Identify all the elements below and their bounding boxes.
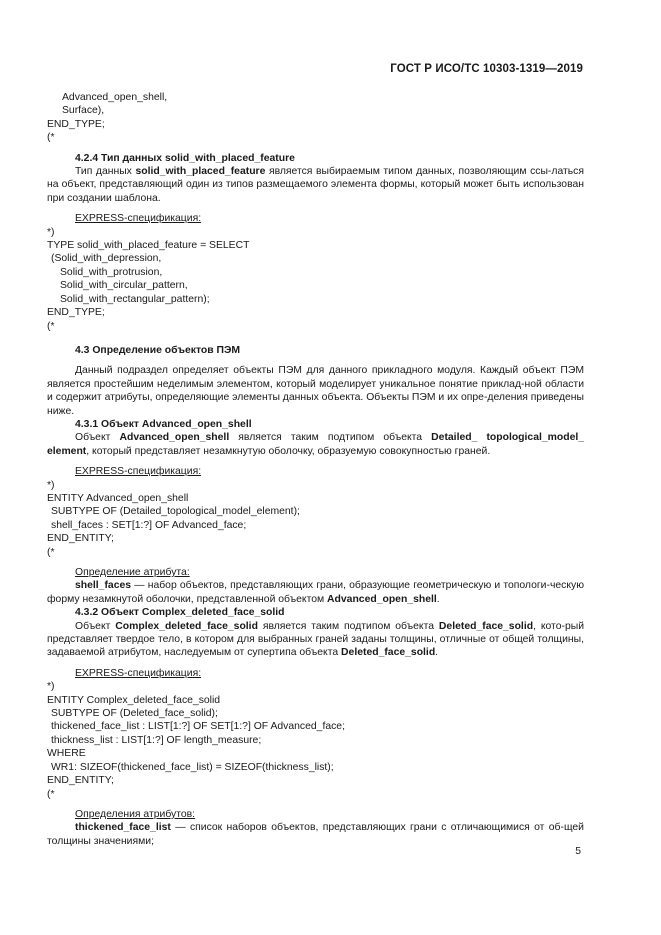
paragraph: Тип данных solid_with_placed_feature является выбираемым типом данных, позволяющим ссы-латься на объект, представляющий один из типов размещаемого элемента формы, который может быть использован при создании шаблона. xyxy=(47,166,584,204)
paragraph: Объект Complex_deleted_face_solid является таким подтипом объекта Deleted_face_solid, кото-рый представляет твердое тело, в котором для выбранных граней заданы толщины, отличные от общей толщины, задаваемой атрибутом, наследуемым от супертипа объекта Deleted_face_solid. xyxy=(47,620,584,659)
code-line: *) xyxy=(47,479,55,491)
code-line: ENTITY Advanced_open_shell xyxy=(47,492,189,504)
code-line: (* xyxy=(47,320,55,332)
express-spec-label: EXPRESS-спецификация: xyxy=(75,213,202,225)
attribute-definition-label: Определения атрибутов: xyxy=(75,808,196,820)
attribute-definition: thickened_face_list — список наборов объектов, представляющих грани с отличающимися от об-щей толщины значениями; xyxy=(47,822,584,847)
code-line: shell_faces : SET[1:?] OF Advanced_face; xyxy=(51,519,247,531)
express-spec-label: EXPRESS-спецификация: xyxy=(75,466,202,478)
code-line: Solid_with_rectangular_pattern); xyxy=(60,293,210,305)
document-header: ГОСТ Р ИСО/ТС 10303-1319—2019 xyxy=(390,63,583,75)
code-line: SUBTYPE OF (Deleted_face_solid); xyxy=(51,708,218,720)
code-line: (* xyxy=(47,788,55,800)
code-line: WHERE xyxy=(47,748,86,760)
code-line: Advanced_open_shell, xyxy=(62,92,168,103)
section-heading-4-2-4: 4.2.4 Тип данных solid_with_placed_feature xyxy=(75,152,295,164)
code-line: ENTITY Complex_deleted_face_solid xyxy=(47,694,221,706)
section-heading-4-3: 4.3 Определение объектов ПЭМ xyxy=(75,344,241,356)
page-number: 5 xyxy=(575,846,581,857)
code-line: Solid_with_protrusion, xyxy=(60,266,163,278)
code-line: *) xyxy=(47,681,55,693)
code-line: END_TYPE; xyxy=(47,118,105,130)
code-line: (* xyxy=(47,546,55,558)
code-line: thickened_face_list : LIST[1:?] OF SET[1:?] OF Advanced_face; xyxy=(51,721,345,733)
code-line: (* xyxy=(47,132,55,144)
code-line: TYPE solid_with_placed_feature = SELECT xyxy=(47,240,250,252)
code-line: *) xyxy=(47,226,55,238)
code-line: WR1: SIZEOF(thickened_face_list) = SIZEOF(thickness_list); xyxy=(51,761,334,773)
attribute-definition: shell_faces — набор объектов, представляющих грани, образующие геометрическую и топологи-ческую форму незамкнутой оболочки, представленной объектом Advanced_open_shell. xyxy=(47,580,584,605)
code-line: END_TYPE; xyxy=(47,307,105,319)
section-heading-4-3-1: 4.3.1 Объект Advanced_open_shell xyxy=(75,418,252,430)
code-line: Surface), xyxy=(62,105,105,117)
paragraph: Объект Advanced_open_shell является таким подтипом объекта Detailed_ topological_model_ element, который представляет незамкнутую оболочку, образуемую совокупностью граней. xyxy=(47,432,585,457)
paragraph: Данный подраздел определяет объекты ПЭМ для данного прикладного модуля. Каждый объект ПЭМ является простейшим неделимым элементом, который моделирует уникальное понятие приклад-ной области и содержит атрибуты, определяющие элементы данных объекта. Объекты ПЭМ и их опре-деления приведены ниже. xyxy=(47,365,585,417)
code-line: (Solid_with_depression, xyxy=(51,253,162,265)
attribute-definition-label: Определение атрибута: xyxy=(75,567,190,578)
code-line: Solid_with_circular_pattern, xyxy=(60,280,188,292)
section-heading-4-3-2: 4.3.2 Объект Complex_deleted_face_solid xyxy=(75,607,285,619)
page-content xyxy=(47,91,584,848)
code-line: END_ENTITY; xyxy=(47,533,114,545)
code-line: SUBTYPE OF (Detailed_topological_model_element); xyxy=(51,506,300,518)
code-line: thickness_list : LIST[1:?] OF length_measure; xyxy=(51,734,262,746)
express-spec-label: EXPRESS-спецификация: xyxy=(75,667,202,679)
code-line: END_ENTITY; xyxy=(47,775,114,787)
